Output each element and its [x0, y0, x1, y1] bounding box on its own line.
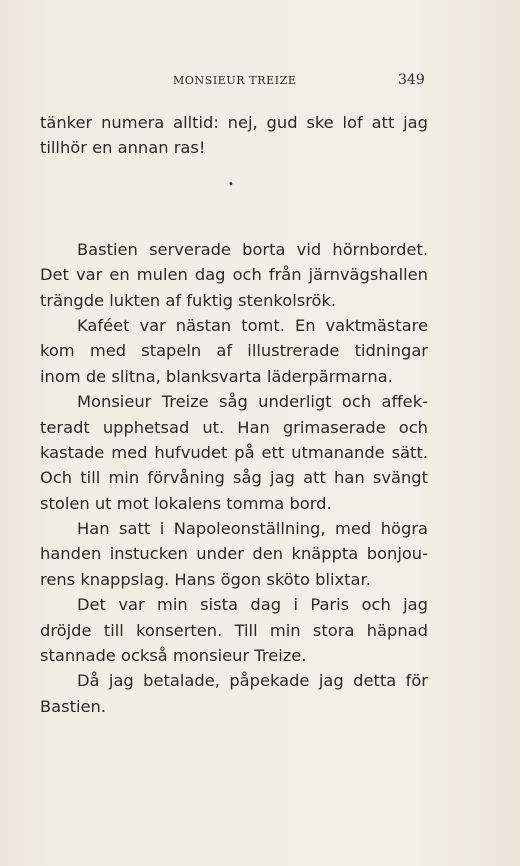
running-head	[0, 74, 520, 90]
text-line: stannade också monsieur Treize.	[40, 646, 307, 666]
text-line: Det var en mulen dag och från järnvägshallen	[40, 265, 428, 285]
text-line: stolen ut mot lokalens tomma bord.	[40, 493, 332, 513]
text-line: tänker numera alltid: nej, gud ske lof att jag	[40, 113, 428, 132]
text-line: dröjde till konserten. Till min stora häpnad	[40, 620, 428, 640]
text-line: rens knappslag. Hans ögon sköto blixtar.	[40, 569, 371, 589]
text-line: kom med stapeln af illustrerade tidningar	[40, 341, 428, 361]
text-line: Det var min sista dag i Paris och jag	[77, 595, 428, 615]
text-line: trängde lukten af fuktig stenkolsrök.	[40, 290, 337, 310]
text-line: Bastien serverade borta vid hörnbordet.	[77, 239, 428, 259]
text-line: tillhör en annan ras!	[40, 138, 206, 158]
text-line: Kaféet var nästan tomt. En vaktmästare	[77, 315, 428, 335]
text-line: inom de slitna, blanksvarta läderpärmarna.	[40, 366, 393, 386]
text-line: Då jag betalade, påpekade jag detta för	[77, 671, 428, 691]
text-line: handen instucken under den knäppta bonjou-	[40, 544, 428, 564]
text-line: Och till min förvåning såg jag att han svängt	[40, 468, 428, 488]
text-line: kastade med hufvudet på ett utmanande sätt.	[40, 442, 428, 462]
section-ornament	[40, 161, 428, 237]
page-number: 349	[398, 72, 425, 88]
text-line: Bastien.	[40, 696, 107, 716]
running-title: MONSIEUR TREIZE	[173, 74, 297, 87]
text-line: Monsieur Treize såg underligt och affek-	[77, 392, 428, 412]
text-line: teradt upphetsad ut. Han grimaserade och	[40, 417, 428, 437]
text-line: Han satt i Napoleonställning, med högra	[77, 519, 428, 539]
ornament-glyph: •	[228, 178, 234, 190]
body-text	[40, 110, 428, 719]
